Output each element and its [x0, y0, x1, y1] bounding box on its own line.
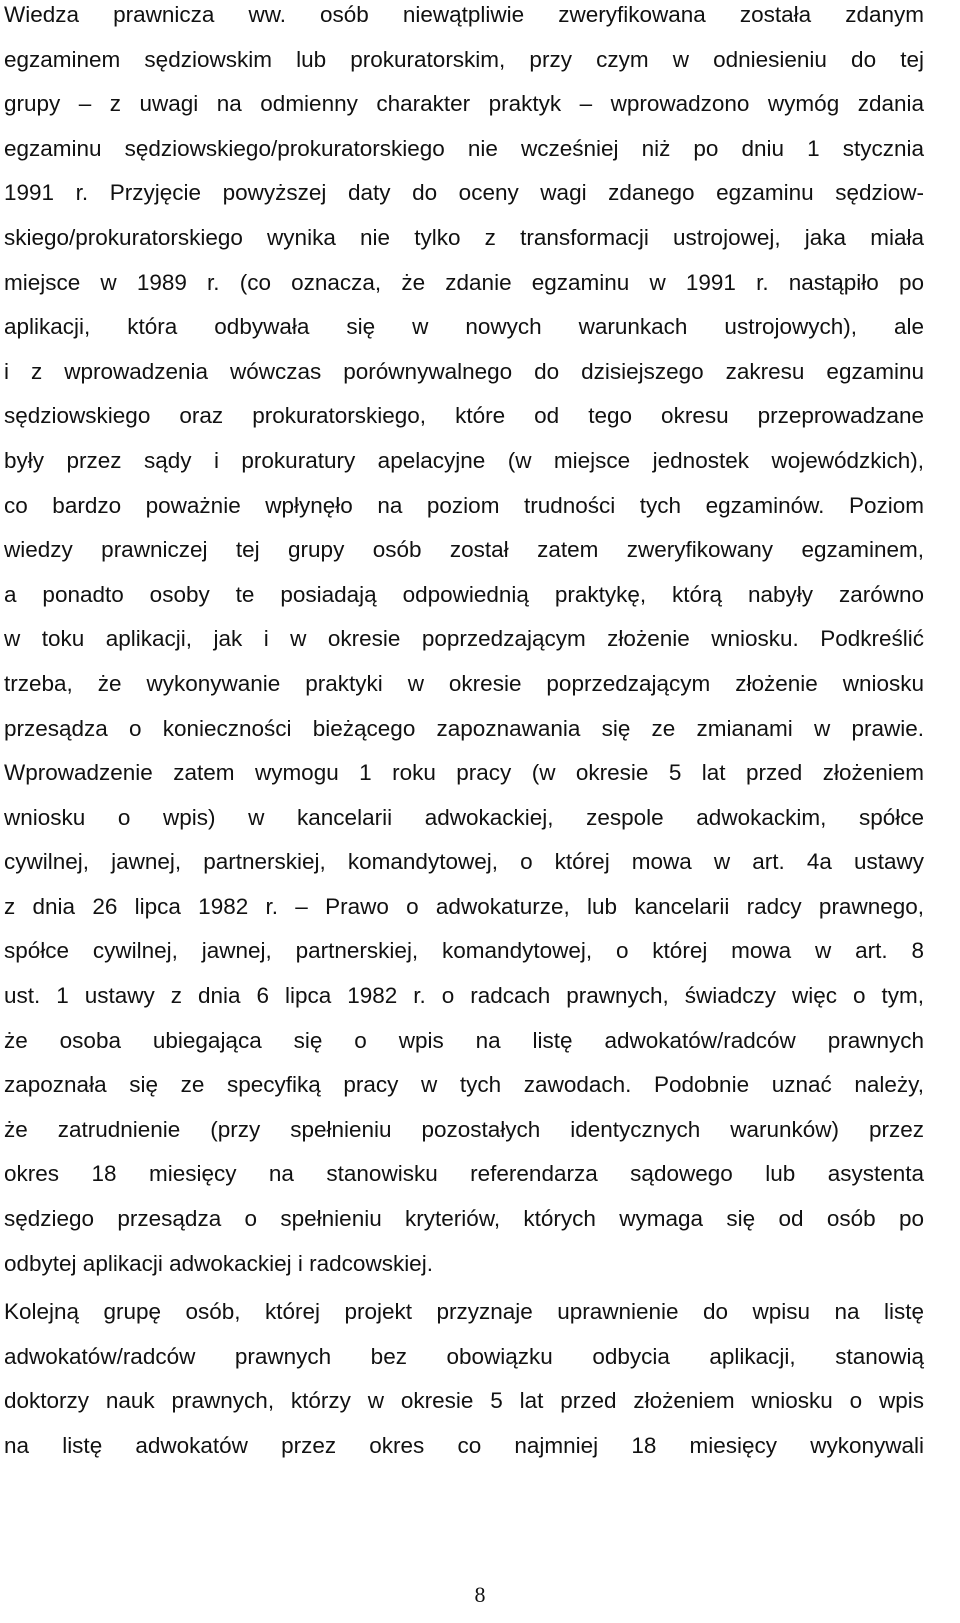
text-line: aplikacji, która odbywała się w nowych warunkach ustrojowych), ale: [4, 314, 924, 340]
text-line: spółce cywilnej, jawnej, partnerskiej, komandytowej, o której mowa w art. 8: [4, 938, 924, 964]
text-line: co bardzo poważnie wpłynęło na poziom trudności tych egzaminów. Poziom: [4, 492, 924, 518]
text-line: a ponadto osoby te posiadają odpowiednią praktykę, którą nabyły zarówno: [4, 581, 924, 607]
paragraph-2: [4, 1297, 924, 1475]
paragraph-1: [4, 0, 924, 1293]
text-line: Kolejną grupę osób, której projekt przyznaje uprawnienie do wpisu na listę: [4, 1299, 924, 1325]
text-line: egzaminem sędziowskim lub prokuratorskim, przy czym w odniesieniu do tej: [4, 46, 924, 72]
text-line: adwokatów/radców prawnych bez obowiązku odbycia aplikacji, stanowią: [4, 1343, 924, 1369]
text-line: cywilnej, jawnej, partnerskiej, komandytowej, o której mowa w art. 4a ustawy: [4, 849, 924, 875]
text-line: miejsce w 1989 r. (co oznacza, że zdanie egzaminu w 1991 r. nastąpiło po: [4, 269, 924, 295]
text-line: sędziego przesądza o spełnieniu kryteriów, których wymaga się od osób po: [4, 1206, 924, 1232]
page-number: 8: [474, 1582, 486, 1607]
text-line: sędziowskiego oraz prokuratorskiego, które od tego okresu przeprowadzane: [4, 403, 924, 429]
text-line: że osoba ubiegająca się o wpis na listę adwokatów/radców prawnych: [4, 1027, 924, 1053]
text-line: przesądza o konieczności bieżącego zapoznawania się ze zmianami w prawie.: [4, 715, 924, 741]
text-line: okres 18 miesięcy na stanowisku referendarza sądowego lub asystenta: [4, 1161, 924, 1187]
text-line: i z wprowadzenia wówczas porównywalnego do dzisiejszego zakresu egzaminu: [4, 358, 924, 384]
text-line: ust. 1 ustawy z dnia 6 lipca 1982 r. o radcach prawnych, świadczy więc o tym,: [4, 983, 924, 1009]
text-line: egzaminu sędziowskiego/prokuratorskiego nie wcześniej niż po dniu 1 stycznia: [4, 135, 924, 161]
text-line: Wiedza prawnicza ww. osób niewątpliwie zweryfikowana została zdanym: [4, 2, 924, 27]
text-line: 1991 r. Przyjęcie powyższej daty do oceny wagi zdanego egzaminu sędziow-: [4, 180, 924, 206]
text-line: Wprowadzenie zatem wymogu 1 roku pracy (w okresie 5 lat przed złożeniem: [4, 760, 924, 786]
text-line: odbytej aplikacji adwokackiej i radcowskiej.: [4, 1250, 433, 1276]
text-line: grupy – z uwagi na odmienny charakter praktyk – wprowadzono wymóg zdania: [4, 91, 924, 117]
text-line: trzeba, że wykonywanie praktyki w okresie poprzedzającym złożenie wniosku: [4, 670, 924, 696]
text-line: skiego/prokuratorskiego wynika nie tylko z transformacji ustrojowej, jaka miała: [4, 224, 924, 250]
text-line: z dnia 26 lipca 1982 r. – Prawo o adwokaturze, lub kancelarii radcy prawnego,: [4, 893, 924, 919]
text-line: na listę adwokatów przez okres co najmniej 18 miesięcy wykonywali: [4, 1433, 924, 1458]
text-line: wiedzy prawniczej tej grupy osób został zatem zweryfikowany egzaminem,: [4, 537, 924, 563]
text-line: doktorzy nauk prawnych, którzy w okresie 5 lat przed złożeniem wniosku o wpis: [4, 1388, 924, 1414]
text-line: zapoznała się ze specyfiką pracy w tych zawodach. Podobnie uznać należy,: [4, 1072, 924, 1098]
document-page: [4, 0, 924, 1476]
text-line: były przez sądy i prokuratury apelacyjne (w miejsce jednostek wojewódzkich),: [4, 447, 924, 473]
text-line: w toku aplikacji, jak i w okresie poprzedzającym złożenie wniosku. Podkreślić: [4, 626, 924, 652]
text-line: że zatrudnienie (przy spełnieniu pozostałych identycznych warunków) przez: [4, 1116, 924, 1142]
text-line: wniosku o wpis) w kancelarii adwokackiej, zespole adwokackim, spółce: [4, 804, 924, 830]
